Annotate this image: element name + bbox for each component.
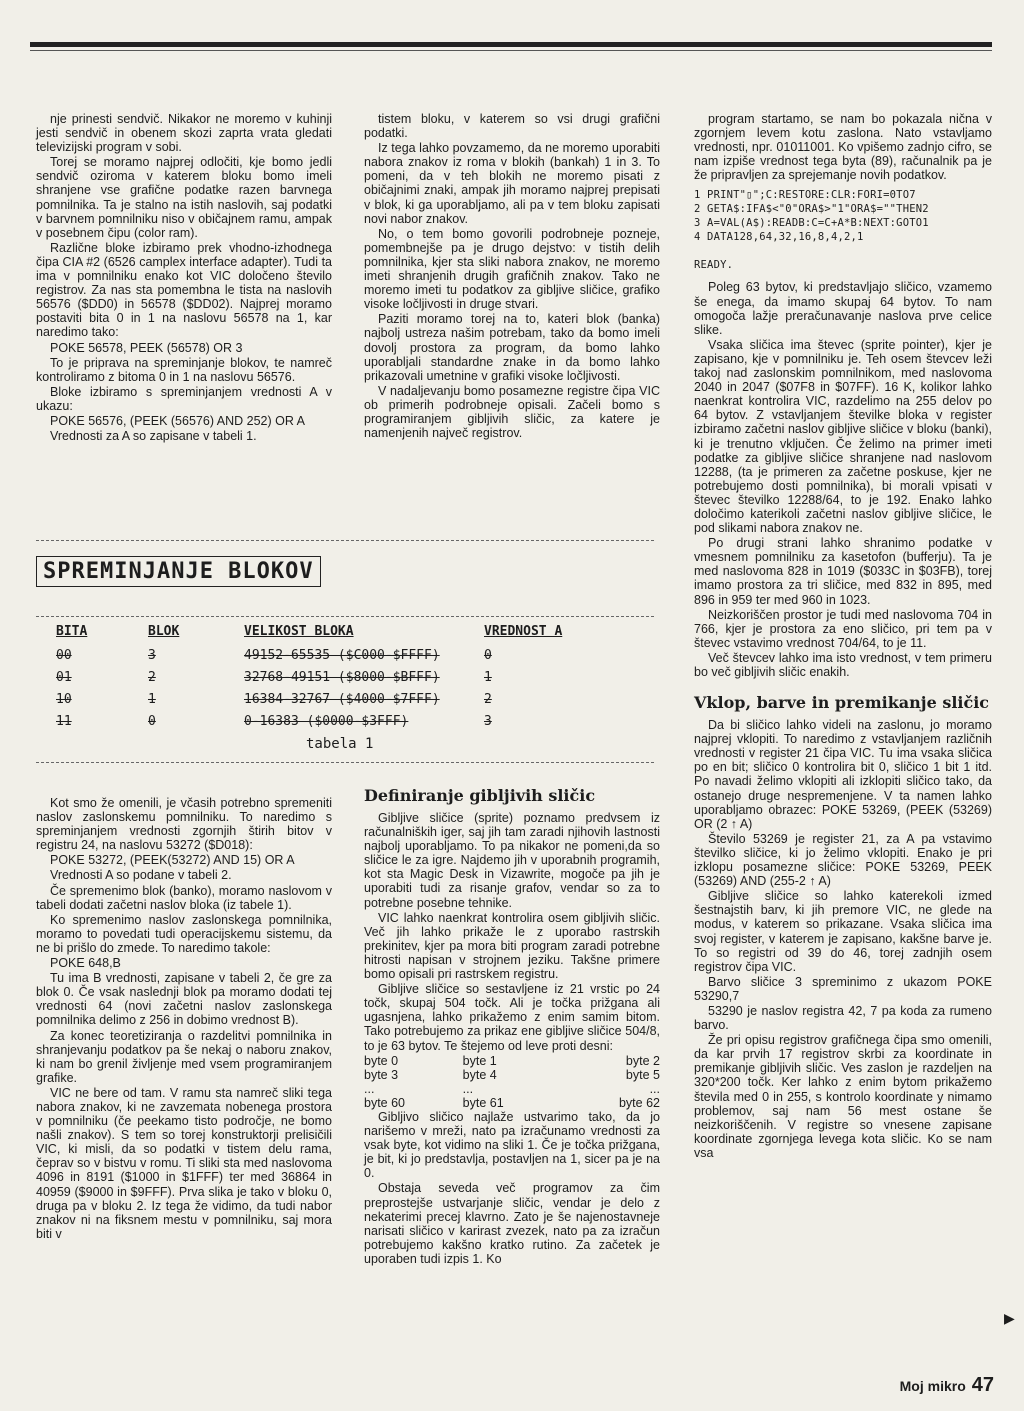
paragraph: Gibljive sličice so lahko katerekoli izmed šestnajstih barv, ki jih premore VIC, ne glede na modus, v katerem so prikazane. Vsaka sličica ima svoj register, v katerem je zapisano, kakšne barve je. To so registri od 39 do 46, torej zadnjih osem registrov čipa VIC. (694, 889, 992, 974)
paragraph: Po drugi strani lahko shranimo podatke v vmesnem pomnilniku za kasetofon (bufferju). Ta je med naslovoma 828 in 1019 ($033C in $03FB), torej imamo prostora za tri sličice, med 832 in 895, med 896 in 959 ter med 960 in 1023. (694, 536, 992, 607)
paragraph: Več števcev lahko ima isto vrednost, v tem primeru bo več gibljivih sličic enakih. (694, 650, 992, 679)
column-1-bottom (36, 796, 332, 1242)
table-cell: 0-16383 ($0000-$3FFF) (244, 714, 409, 729)
table-cell: 2 (484, 692, 492, 707)
column-1-top (36, 112, 332, 444)
table-header-cell: BLOK (148, 624, 180, 639)
heading-vklop: Vklop, barve in premikanje sličic (694, 693, 990, 713)
listing-line: 4 DATA128,64,32,16,8,4,2,1 (694, 231, 864, 244)
table-cell: 32768-49151 ($8000-$BFFF) (244, 670, 440, 685)
byte-label: byte 60 (364, 1095, 406, 1110)
paragraph: Kot smo že omenili, je včasih potrebno spremeniti naslov zaslonskemu pomnilniku. To naredimo s spreminjanjem vrednosti zgornjih štirih bitov v registru 24, na naslovu 53272 ($D018): (36, 796, 332, 853)
paragraph: Poleg 63 bytov, ki predstavljajo sličico, vzamemo še enega, da imamo skupaj 64 bytov. To nam omogoča lažje preračunavanje naslova prve celice slike. (694, 280, 992, 337)
byte-grid (364, 1054, 660, 1110)
table-row (56, 692, 654, 707)
paragraph: To je priprava na spreminjanje blokov, te namreč kontroliramo z bitoma 0 in 1 na naslovu 56576. (36, 355, 332, 384)
paragraph: Barvo sličice 3 spreminimo z ukazom POKE 53290,7 (694, 974, 992, 1003)
paragraph: Vrednosti A so podane v tabeli 2. (50, 868, 232, 883)
paragraph: Torej se moramo najprej odločiti, kje bomo jedli sendvič oziroma v katerem bloku bomo imeli shranjene vse grafične podatke razen barvnega pomnilnika. Ta je stalno na istih naslovih, saj podatki v barvnem pomnilniku niso v običajnem ramu, ampak v posebnem čipu (color ram). (36, 155, 332, 240)
basic-listing (694, 188, 992, 272)
paragraph: Tu ima B vrednosti, zapisane v tabeli 2, če gre za blok 0. Če vsak naslednji blok pa moramo dodati tej vrednosti 64 (novi začetni naslov zaslonskega pomnilnika delimo z 256 in dobimo vrednost B). (36, 971, 332, 1028)
paragraph: program startamo, se nam bo pokazala nična v zgornjem levem kotu zaslona. Nato vstavljamo vrednosti, npr. 01011001. Ko vpišemo zadnjo cifro, se nam izpiše vrednost tega byta (89), računalnik pa je že pripravljen za sprejemanje novih podatkov. (694, 112, 992, 183)
table-1 (36, 540, 654, 785)
table-cell: 49152-65535 ($C000-$FFFF) (244, 648, 440, 663)
byte-label: byte 0 (364, 1053, 399, 1068)
listing-line: 3 A=VAL(A$):READB:C=C+A*B:NEXT:GOTO1 (694, 217, 929, 230)
byte-label: byte 2 (625, 1053, 660, 1068)
paragraph: 53290 je naslov registra 42, 7 pa koda za rumeno barvo. (694, 1003, 992, 1033)
listing-line: 2 GETA$:IFA$<"0"ORA$>"1"ORA$=""THEN2 (694, 203, 929, 216)
byte-label: byte 4 (462, 1067, 497, 1082)
byte-label: ... (649, 1081, 660, 1096)
paragraph: Gibljive sličice (sprite) poznamo predvsem iz računalniških iger, saj jih tam zaradi njihovih lastnosti najbolj uporabljamo. To pa nikakor ne pomeni,da so sličice le za igre. Najdemo jih v uporabnih programih, kot sta Magic Desk in Vizawrite, mogoče pa jih je uporabiti tudi za risanje grafov, vendar so za to potrebne posebne tehnike. (364, 811, 660, 910)
table-cell: 11 (56, 714, 72, 729)
table-header-cell: BITA (56, 624, 88, 639)
paragraph: POKE 56578, PEEK (56578) OR 3 (50, 340, 243, 355)
listing-line: 1 PRINT"▯";C:RESTORE:CLR:FORI=0TO7 (694, 189, 916, 202)
column-3 (694, 112, 992, 1161)
table-cell: 00 (56, 648, 72, 663)
paragraph: nje prinesti sendvič. Nikakor ne moremo v kuhinji jesti sendvič in obenem skozi zaprta vrata gledati televizijski program v sobi. (36, 112, 332, 155)
table-title: SPREMINJANJE BLOKOV (36, 556, 321, 587)
paragraph: Že pri opisu registrov grafičnega čipa smo omenili, da kar prvih 17 registrov skrbi za koordinate in premikanje gibljivih sličic. Ves zaslon je razdeljen na 320*200 točk. Ker lahko z enim bytom prikažemo števila med 0 in 255, s kontrolo koordinate y nimamo problemov, saj nam 56 mest ostane še neizkoriščenih. V registre so vnesene zapisane koordinate zgornjega levega kota sličic. Ko se nam vsa (694, 1033, 992, 1160)
table-cell: 16384-32767 ($4000-$7FFF) (244, 692, 440, 707)
paragraph: Da bi sličico lahko videli na zaslonu, jo moramo najprej vklopiti. To naredimo z vstavljanjem različnih vrednosti v register 21 čipa VIC. Tu ima vsaka sličica po en bit; sličico 0 kontrolira bit 0, sličico 1 bit 1 itd. Po navadi želimo vklopiti ali izklopiti sličico tako, da ostanejo druge nespremenjene. V ta namen lahko uporabljamo obrazec: POKE 53269, (PEEK (53269) OR (2 ↑ A) (694, 718, 992, 831)
listing-line (694, 244, 992, 258)
header-rule-thin (30, 50, 992, 51)
paragraph: tistem bloku, v katerem so vsi drugi grafični podatki. (364, 112, 660, 141)
paragraph: Za konec teoretiziranja o razdelitvi pomnilnika in shranjevanju podatkov pa še nekaj o naboru znakov, ki nam bo grenil življenje med vsem programiranjem grafike. (36, 1028, 332, 1085)
table-cell: 3 (148, 648, 156, 663)
table-header-cell: VREDNOST A (484, 624, 563, 639)
table-cell: 10 (56, 692, 72, 707)
paragraph: Gibljivo sličico najlaže ustvarimo tako, da jo narišemo v mreži, nato pa izračunamo vrednosti za vsak byte, kot vidimo na sliki 1. Če je točka prižgana, je bit, ki jo predstavlja, postavljen na 1, sicer pa je na 0. (364, 1109, 660, 1181)
table-caption: tabela 1 (306, 736, 374, 752)
listing-line: READY. (694, 259, 734, 272)
column-2-top (364, 112, 660, 441)
column-2-bottom (364, 782, 660, 1267)
continue-arrow-icon: ▶ (1004, 1310, 1015, 1326)
byte-label: byte 61 (462, 1095, 504, 1110)
table-cell: 2 (148, 670, 156, 685)
paragraph: POKE 648,B (50, 956, 121, 971)
table-cell: 0 (148, 714, 156, 729)
paragraph: POKE 53272, (PEEK(53272) AND 15) OR A (50, 853, 295, 868)
paragraph: VIC ne bere od tam. V ramu sta namreč sliki tega nabora znakov, ki ne zavzemata nobenega prostora v pomnilniku (če peekamo tisto področje, ne bomo našli znakov). S tem so torej konstruktorji prelisičili VIC, ki misli, da so podatki v tistem delu rama, čeprav so v bistvu v romu. Ti sliki sta med naslovoma 4096 in 8191 ($1000 in $1FFF) ter med 36864 in 40959 ($9000 in $9FFF). Prva slika je tako v bloku 0, druga pa v bloku 2. Iz tega že vidimo, da tudi nabor znakov ni na fiksnem mestu v pomnilniku, saj mora biti v (36, 1085, 332, 1241)
heading-definiranje: Definiranje gibljivih sličic (364, 786, 596, 805)
byte-label: ... (364, 1081, 375, 1096)
paragraph: Vsaka sličica ima števec (sprite pointer), kjer je zapisano, kje v pomnilniku je. Teh osem števcev leži takoj nad zaslonskim pomnilnikom, med naslovoma 2040 in 2047 ($07F8 in $07FF). 16 K, kolikor lahko naenkrat kontrolira VIC, razdelimo na 255 delov po 64 bytov. Z vstavljanjem številke bloka v register izbiramo začetni naslov gibljive sličice v bloku (banki), ki je trenutno vključen. Če želimo na primer imeti podatke za gibljive sličice shranjene nad naslovom 12288, (ta je primeren za začetne poskuse, kjer ne potrebujemo dosti pomnilnika), bi morali vpisati v števec številko 12288/64, to je 192. Enako lahko določimo katerikoli začetni naslov gibljive sličice, le pod slikami nabora znakov ne. (694, 337, 992, 536)
paragraph: POKE 56576, (PEEK (56576) AND 252) OR A (50, 413, 305, 428)
table-cell: 0 (484, 648, 492, 663)
paragraph: Ko spremenimo naslov zaslonskega pomnilnika, moramo to povedati tudi operacijskemu sistemu, da ne bi prišlo do zmede. To naredimo takole: (36, 912, 332, 955)
paragraph: Če spremenimo blok (banko), moramo naslovom v tabeli dodati začetni naslov bloka (iz tabele 1). (36, 883, 332, 912)
table-cell: 01 (56, 670, 72, 685)
paragraph: Vrednosti za A so zapisane v tabeli 1. (50, 429, 257, 444)
table-header-row (56, 624, 654, 639)
byte-label: byte 62 (618, 1095, 660, 1110)
paragraph: Različne bloke izbiramo prek vhodno-izhodnega čipa CIA #2 (6526 camplex interface adapter). Tudi ta ima v pomnilniku enako kot VIC določeno število registrov. Za nas sta pomembna le tista na naslovih 56576 ($DD0) in 56578 ($DD02). Najprej moramo postaviti bita 0 in 1 na naslovu 56578 na 1, kar naredimo tako: (36, 240, 332, 340)
paragraph: Paziti moramo torej na to, kateri blok (banka) najbolj ustreza našim potrebam, tako da bomo imeli dovolj prostora za program, da bomo lahko uporabljali standardne znake in da bomo lahko prikazovali umetnine v grafiki visoke ločljivosti. (364, 312, 660, 383)
paragraph: Iz tega lahko povzamemo, da ne moremo uporabiti nabora znakov iz roma v blokih (bankah) 1 in 3. To pomeni, da v teh blokih ne moremo pisati z običajnimi znaki, ampak jih moramo najprej prepisati v blok, ki ga uporabljamo, ali pa v tem bloku zapisati novi nabor znakov. (364, 141, 660, 226)
paragraph: V nadaljevanju bomo posamezne registre čipa VIC ob primerih podrobneje opisali. Začeli bomo s programiranjem gibljivih sličic, za katere je namenjenih največ registrov. (364, 383, 660, 441)
magazine-name: Moj mikro (899, 1378, 966, 1394)
paragraph: Neizkoriščen prostor je tudi med naslovoma 704 in 766, kjer je prostora za eno sličico, pri tem pa v števec vstavimo vrednost 704/64, to je 11. (694, 607, 992, 650)
paragraph: Število 53269 je register 21, za A pa vstavimo številko sličice, ki jo želimo vklopiti. Enako je pri izklopu posamezne sličice: POKE 53269, PEEK (53269) AND (255-2 ↑ A) (694, 831, 992, 889)
paragraph: No, o tem bomo govorili podrobneje pozneje, pomembnejše pa je drugo dejstvo: v tistih delih pomnilnika, kjer sta sliki nabora znakov, ne moremo imeti shranjenih drugih grafičnih znakov. Tako ne moremo imeti tu podatkov za gibljive sličice, grafiko visoke ločljivosti in druge stvari. (364, 226, 660, 312)
table-row (56, 714, 654, 729)
table-header-cell: VELIKOST BLOKA (244, 624, 354, 639)
table-row (56, 648, 654, 663)
byte-label: byte 1 (462, 1053, 497, 1068)
byte-label: byte 3 (364, 1067, 399, 1082)
paragraph: Gibljive sličice so sestavljene iz 21 vrstic po 24 točk, skupaj 504 točk. Ali je točka prižgana ali ugasnjena, lahko prikažemo z enim samim bitom. Tako potrebujemo za prikaz ene gibljive sličice 504/8, to je 63 bytov. Te štejemo od leve proti desni: (364, 982, 660, 1053)
page-number: 47 (971, 1374, 994, 1396)
paragraph: Obstaja seveda več programov za čim preprostejše ustvarjanje sličic, vendar je delo z nekaterimi precej klavrno. Zato je še najenostavneje narisati sličico v karirast zvezek, nato pa za izračun potrebujemo kakšno kratko rutino. Za začetek je uporaben tudi izpis 1. Ko (364, 1181, 660, 1266)
table-row (56, 670, 654, 685)
byte-label: byte 5 (625, 1067, 660, 1082)
page-footer (900, 1374, 994, 1397)
table-cell: 1 (484, 670, 492, 685)
paragraph: Bloke izbiramo s spreminjanjem vrednosti A v ukazu: (36, 384, 332, 413)
paragraph: VIC lahko naenkrat kontrolira osem gibljivih sličic. Več jih lahko prikaže le z uporabo rastrskih prekinitev, kjer pa mora biti program zaradi potrebne hitrosti napisan v strojnem jeziku. Takšne primere bomo opisali pri rastrskem registru. (364, 910, 660, 982)
byte-label: ... (462, 1081, 474, 1096)
header-rule-thick (30, 42, 992, 47)
table-cell: 1 (148, 692, 156, 707)
table-cell: 3 (484, 714, 492, 729)
